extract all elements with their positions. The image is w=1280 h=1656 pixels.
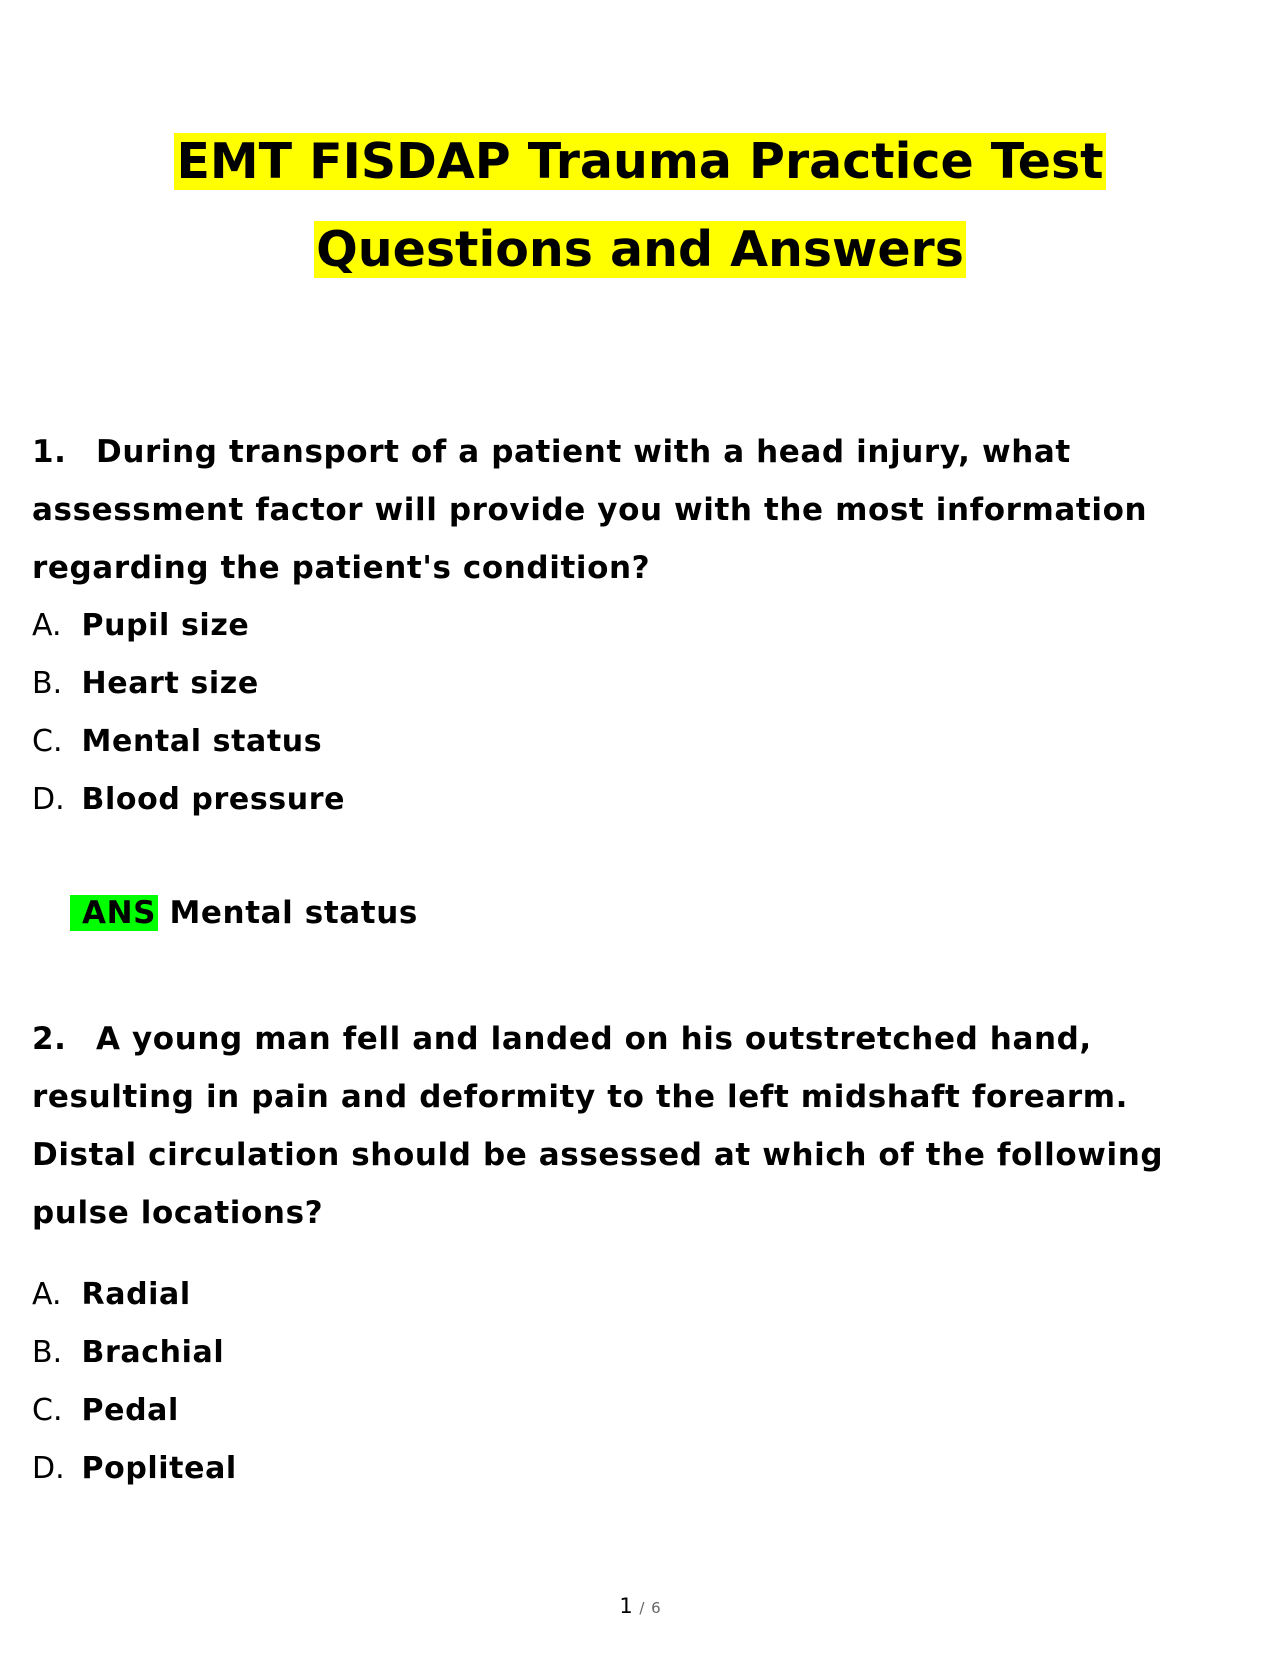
option-letter: A. — [32, 608, 62, 643]
option-item — [32, 1382, 1232, 1440]
title-line-1 — [0, 118, 1280, 206]
question-2-number: 2. — [32, 1021, 67, 1057]
question-1 — [32, 423, 1232, 829]
option-item — [32, 1266, 1232, 1324]
option-text: Pedal — [81, 1393, 179, 1428]
page-number — [0, 1594, 1280, 1618]
option-letter: D. — [32, 1451, 65, 1486]
option-item — [32, 1324, 1232, 1382]
option-letter: B. — [32, 1335, 63, 1370]
option-letter: A. — [32, 1277, 62, 1312]
option-item — [32, 597, 1232, 655]
question-1-prompt: During transport of a patient with a head injury, what assessment factor will provide you with the most information regarding the patient's condition? — [32, 434, 1148, 586]
question-2-text — [32, 1010, 1232, 1242]
option-item — [32, 771, 1232, 829]
title-text-2: Questions and Answers — [316, 221, 964, 278]
option-text: Pupil size — [81, 608, 250, 643]
question-1-options — [32, 597, 1232, 829]
option-item — [32, 655, 1232, 713]
question-1-answer — [70, 893, 418, 933]
title-line-2 — [0, 206, 1280, 294]
option-text: Heart size — [81, 666, 259, 701]
option-letter: C. — [32, 1393, 63, 1428]
question-2 — [32, 1010, 1232, 1498]
page-separator: / — [639, 1599, 645, 1617]
page-total: 6 — [651, 1599, 661, 1617]
option-text: Popliteal — [81, 1451, 237, 1486]
document-title — [0, 118, 1280, 294]
option-letter: B. — [32, 666, 63, 701]
option-item — [32, 713, 1232, 771]
option-letter: D. — [32, 782, 65, 817]
option-text: Brachial — [81, 1335, 225, 1370]
question-2-options — [32, 1266, 1232, 1498]
answer-text: Mental status — [169, 895, 418, 931]
answer-badge: ANS — [70, 895, 158, 931]
title-text-1: EMT FISDAP Trauma Practice Test — [176, 133, 1104, 190]
option-letter: C. — [32, 724, 63, 759]
option-item — [32, 1440, 1232, 1498]
question-1-number: 1. — [32, 434, 67, 470]
page-current: 1 — [619, 1594, 633, 1618]
question-1-text — [32, 423, 1232, 597]
question-2-prompt: A young man fell and landed on his outstretched hand, resulting in pain and deformity to the left midshaft forearm. Distal circulation should be assessed at which of the following pulse locations? — [32, 1021, 1164, 1231]
option-text: Radial — [81, 1277, 191, 1312]
option-text: Blood pressure — [81, 782, 346, 817]
option-text: Mental status — [81, 724, 323, 759]
